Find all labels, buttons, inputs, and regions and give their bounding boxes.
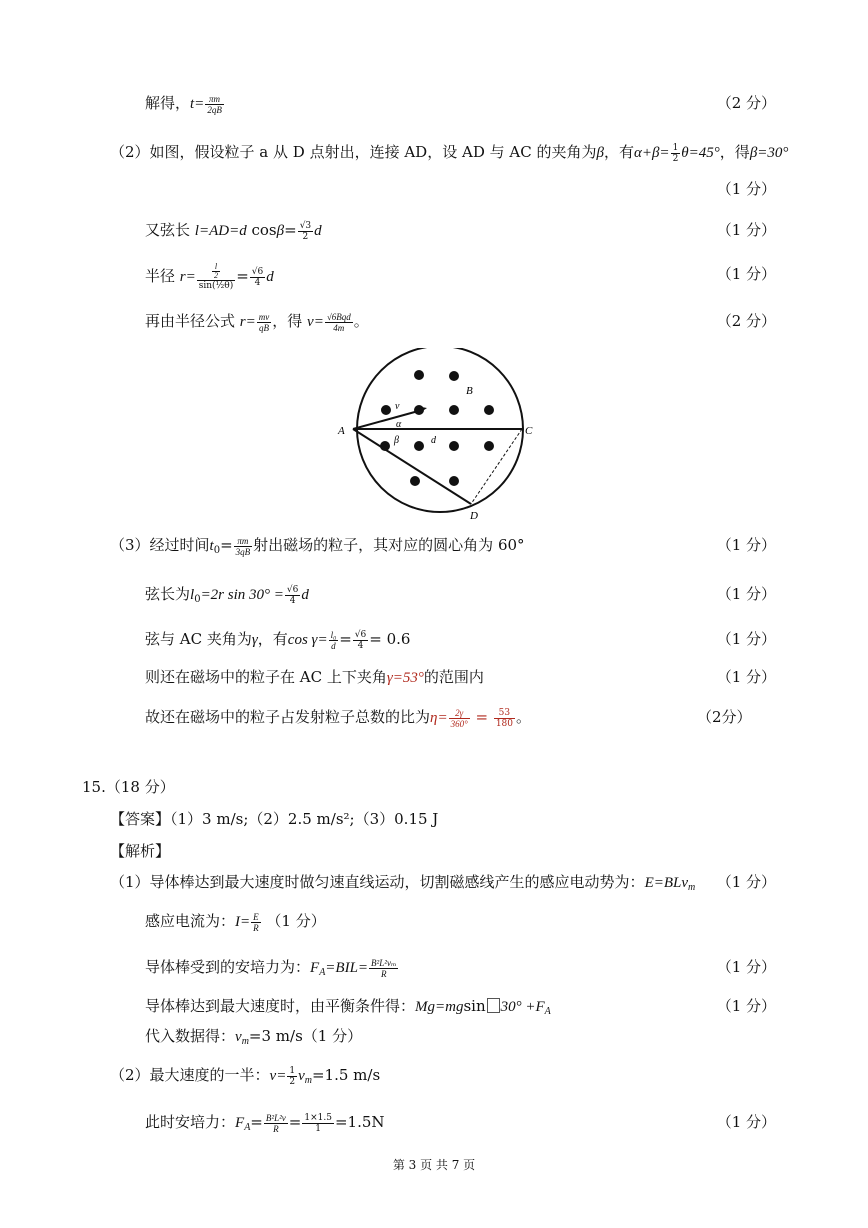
field-dot (414, 370, 424, 380)
label-alpha: α (396, 419, 402, 430)
part3-line3: 弦与 AC 夹角为γ，有cos γ= $\frac{\text{l₀}}{d}$ = $\frac{√6}{4}$ = 0.6 (145, 629, 411, 651)
label-B: B (466, 385, 473, 397)
label-d: d (431, 435, 436, 446)
half-fraction: $\frac{1}{2}$ (672, 142, 679, 164)
part3-line2: 弦长为$l_0=2r$ sin 30° = $\frac{√6}{4}$ d (145, 584, 309, 606)
part3-line1: （3）经过时间$t_0=$ $\frac{\pi m}{3qB}$ 射出磁场的粒子，其对应的圆心角为 60° (110, 535, 525, 557)
field-dot (449, 476, 459, 486)
chord-AD (353, 429, 471, 504)
solve-label: 解得， (145, 94, 191, 112)
formula-line: 再由半径公式 r= $\frac{mv}{qB}$ ，得 v= $\frac{\text{√6Bqd}}{4m}$ 。 (145, 311, 369, 333)
score: （1 分） (716, 630, 776, 648)
q15-step6: （2）最大速度的一半：v= $\frac{1}{2}$ $v_m=1.5$ m/s (110, 1065, 381, 1087)
score: （1 分） (716, 1113, 776, 1131)
score: （1 分） (716, 958, 776, 976)
q15-title: 15.（18 分） (82, 778, 175, 796)
field-dot (484, 405, 494, 415)
score: （2 分） (716, 312, 776, 330)
score: （1 分） (716, 668, 776, 686)
label-v: v (395, 401, 400, 412)
q15-analysis: 【解析】 (110, 842, 171, 860)
label-D: D (470, 510, 478, 522)
field-dot (381, 405, 391, 415)
q15-answer: 【答案】（1）3 m/s;（2）2.5 m/s²;（3）0.15 J (110, 810, 439, 828)
field-dot (410, 476, 420, 486)
field-dot (449, 371, 459, 381)
q15-step1: （1）导体棒达到最大速度时做匀速直线运动，切割磁感线产生的感应电动势为：E=BLv$_m$ (110, 873, 696, 893)
radius-line: 半径 r= $\frac{\frac{l}{2}}{\text{sin(½θ)}}$ = $\frac{√6}{4}$ d (145, 262, 274, 291)
field-dot (449, 405, 459, 415)
q15-step5: 代入数据得：$v_m=3$ m/s（1 分） (145, 1027, 363, 1047)
t-lhs: t= (190, 96, 205, 112)
field-dot (380, 441, 390, 451)
chord-line: 又弦长 l=AD=d cosβ= $\frac{√3}{2}$ d (145, 220, 322, 242)
part2-intro: （2）如图，假设粒子 a 从 D 点射出，连接 AD，设 AD 与 AC 的夹角为β，有α+β= $\frac{1}{2}$ θ=45°，得β=30° (110, 142, 789, 164)
score: （1 分） (716, 536, 776, 554)
part3-line4: 则还在磁场中的粒子在 AC 上下夹角γ=53°的范围内 (145, 668, 484, 686)
q15-step4: 导体棒达到最大速度时，由平衡条件得：Mg=mgsin $30^\circ +F_A$ (145, 997, 551, 1017)
field-dot (414, 441, 424, 451)
solve-line (145, 92, 225, 115)
q15-step7: 此时安培力：$F_A=$ $\frac{\text{B²L²v}}{R}$ = $\frac{1\times 1.5}{1}$ =1.5N (145, 1112, 385, 1134)
q15-step3: 导体棒受到的安培力为：$F_A=BIL=$ $\frac{\text{B²L²vₘ}}{R}$ (145, 957, 397, 979)
label-C: C (525, 425, 533, 437)
score: （1 分） (716, 180, 776, 198)
magnetic-field-diagram (330, 348, 550, 523)
t-fraction: $\frac{\pi m}{2qB}$ (207, 93, 222, 115)
label-beta: β (394, 435, 399, 446)
label-A: A (338, 425, 345, 437)
score: （1 分） (716, 585, 776, 603)
q15-step2: 感应电流为：I= $\frac{E}{R}$ （1 分） (145, 911, 326, 933)
field-dot (484, 441, 494, 451)
score: （2分） (697, 708, 752, 726)
part3-line5: 故还在磁场中的粒子占发射粒子总数的比为η= $\frac{2\gamma}{360^\circ}$ = $\frac{53}{180}$ 。 (145, 707, 532, 729)
chord-fraction: $\frac{√3}{2}$ (299, 220, 312, 242)
field-dot (414, 405, 424, 415)
missing-glyph-box (487, 998, 500, 1013)
score: （1 分） (716, 221, 776, 239)
score: （1 分） (716, 997, 776, 1015)
field-dot (449, 441, 459, 451)
radius-fraction: $\frac{\frac{l}{2}}{\text{sin(½θ)}}$ (198, 262, 234, 291)
score: （1 分） (716, 873, 776, 891)
score: （2 分） (716, 94, 776, 112)
page-footer: 第 3 页 共 7 页 (392, 1158, 476, 1172)
score: （1 分） (716, 265, 776, 283)
